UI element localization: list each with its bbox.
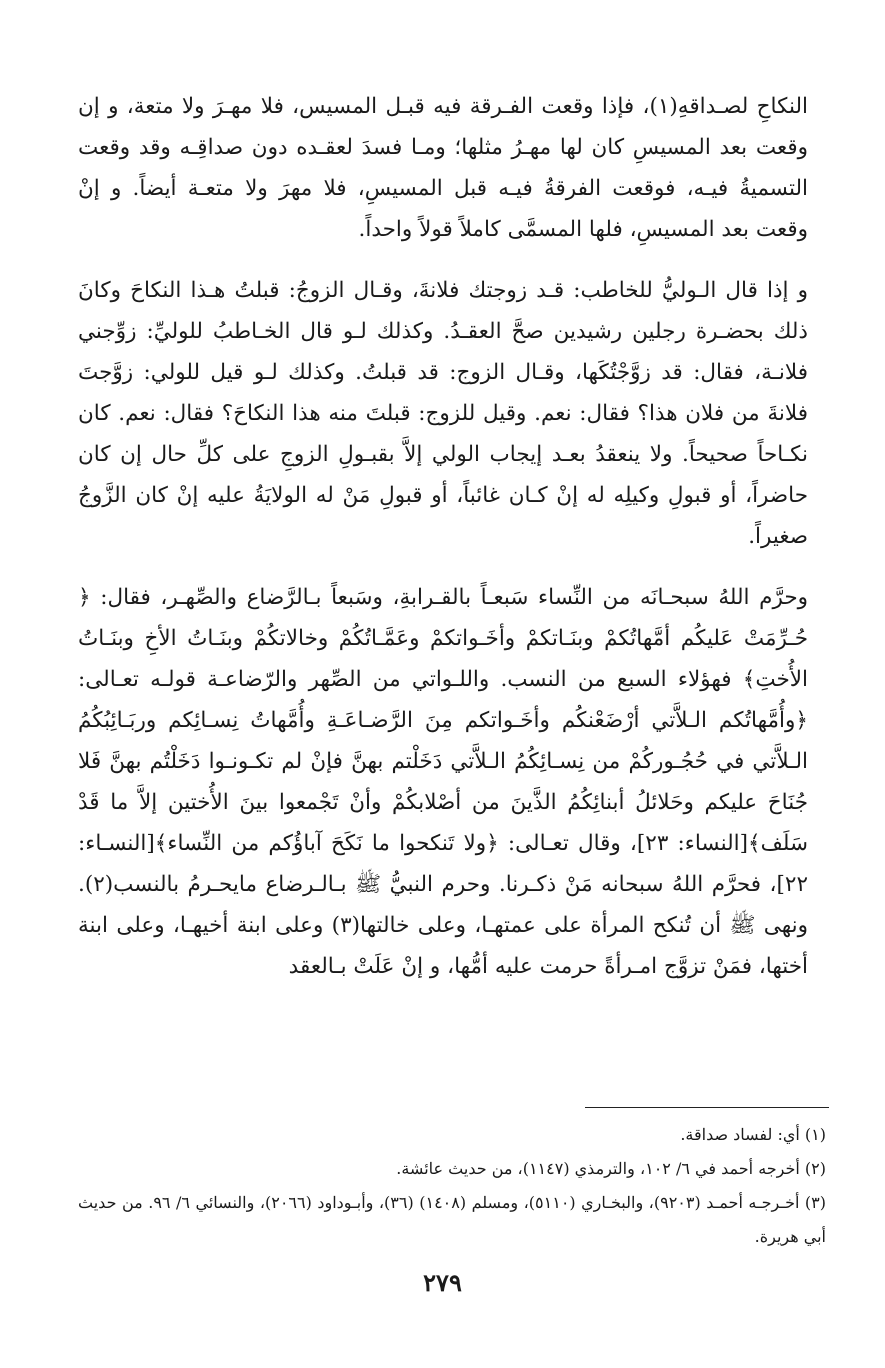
paragraph-forbidden-women: وحرَّم اللهُ سبحـانَه من النِّساء سَبعـاً بالقـرابةِ، وسَبعاً بـالرَّضاع والصِّهـر، فقال: ﴿ حُـرِّمَتْ عَليكُم أمَّهاتُكمْ وبنَـاتكمْ وأخَـواتكمْ وعَمَّـاتُكُمْ وخالاتكُمْ وبنَـاتُ الأخِ وبنَـاتُ الأُختِ﴾ فهؤلاء السبع من النسب. واللـواتي من الصِّهر والرّضاعـة قولـه تعـالى: ﴿وأُمَّهاتُكم الـلاَّتي أرْضَعْنكُم وأخَـواتكم مِنَ الرَّضـاعَـةِ وأُمَّهاتُ نِسـائِكم وربَـائِبُكُمُ الـلاَّتي في حُجُـوركُمْ من نِسـائِكُمُ الـلاَّتي دَخَلْتم بهنَّ فإنْ لم تكـونـوا دَخَلْتُم بهنَّ فَلا جُنَاحَ عليكم وحَلائلُ أبنائِكُمُ الذَّينَ من أصْلابكُمْ وأنْ تَجْمعوا بينَ الأُختين إلاَّ ما قَدْ سَلَف﴾[النساء: ٢٣]، وقال تعـالى: ﴿ولا تَنكحوا ما نَكَحَ آباؤُكم من النِّساء﴾[النسـاء: ٢٢]، فحرَّم اللهُ سبحانه مَنْ ذكـرنا. وحرم النبيُّ ﷺ بـالـرضاع مايحـرمُ بالنسب(٢). ونهى ﷺ أن تُنكح المرأة على عمتهـا، وعلى خالتها(٣) وعلى ابنة أخيهـا، وعلى ابنة أختها، فمَنْ تزوَّج امـرأةً حرمت عليه أمُّها، و إنْ عَلَتْ بـالعقد: [78, 585, 808, 979]
page-number: ٢٧٩: [423, 1268, 462, 1297]
paragraph-marriage-contract: و إذا قال الـوليُّ للخاطب: قـد زوجتك فلانةَ، وقـال الزوجُ: قبلتُ هـذا النكاحَ وكانَ ذلك بحضـرة رجلين رشيدين صحَّ العقـدُ. وكذلك لـو قال الخـاطبُ للوليِّ: زوِّجني فلانـة، فقال: قد زوَّجْتُكَها، وقـال الزوج: قد قبلتُ. وكذلك لـو قيل للولي: زوَّجتَ فلانةَ من فلان هذا؟ فقال: نعم. وقيل للزوج: قبلتَ منه هذا النكاحَ؟ فقال: نعم. كان نكـاحاً صحيحاً. ولا ينعقدُ بعـد إيجاب الولي إلاَّ بقبـولِ الزوجِ على كلِّ حال إن كان حاضراً، أو قبولِ وكيلِه له إنْ كـان غائباً، أو قبولِ مَنْ له الولايَةُ عليه إنْ كان الزَّوجُ صغيراً.: [78, 278, 808, 549]
footnotes: [78, 1118, 826, 1254]
paragraph-dowry: النكاحِ لصـداقهِ(١)، فإذا وقعت الفـرقة فيه قبـل المسيس، فلا مهـرَ ولا متعة، و إن وقعت بعد المسيسِ كان لها مهـرُ مثلها؛ ومـا فسدَ لعقـده دون صداقِـه وقد وقعت التسميةُ فيـه، فوقعت الفرقةُ فيـه قبل المسيسِ، فلا مهرَ ولا متعـة أيضاً. و إنْ وقعت بعد المسيسِ، فلها المسمَّى كاملاً قولاً واحداً.: [78, 94, 808, 242]
footnote-separator: [585, 1107, 829, 1108]
main-text: [78, 86, 808, 1007]
footnote-3: (٣) أخـرجـه أحمـد (٩٢٠٣)، والبخـاري (٥١١٠)، ومسلم (١٤٠٨) (٣٦)، وأبـوداود (٢٠٦٦)، والنسائي ٦/ ٩٦. من حديث أبي هريرة.: [78, 1193, 826, 1246]
footnote-1: (١) أي: لفساد صداقة.: [680, 1125, 826, 1144]
footnote-2: (٢) أخرجه أحمد في ٦/ ١٠٢، والترمذي (١١٤٧)، من حديث عائشة.: [396, 1159, 826, 1178]
